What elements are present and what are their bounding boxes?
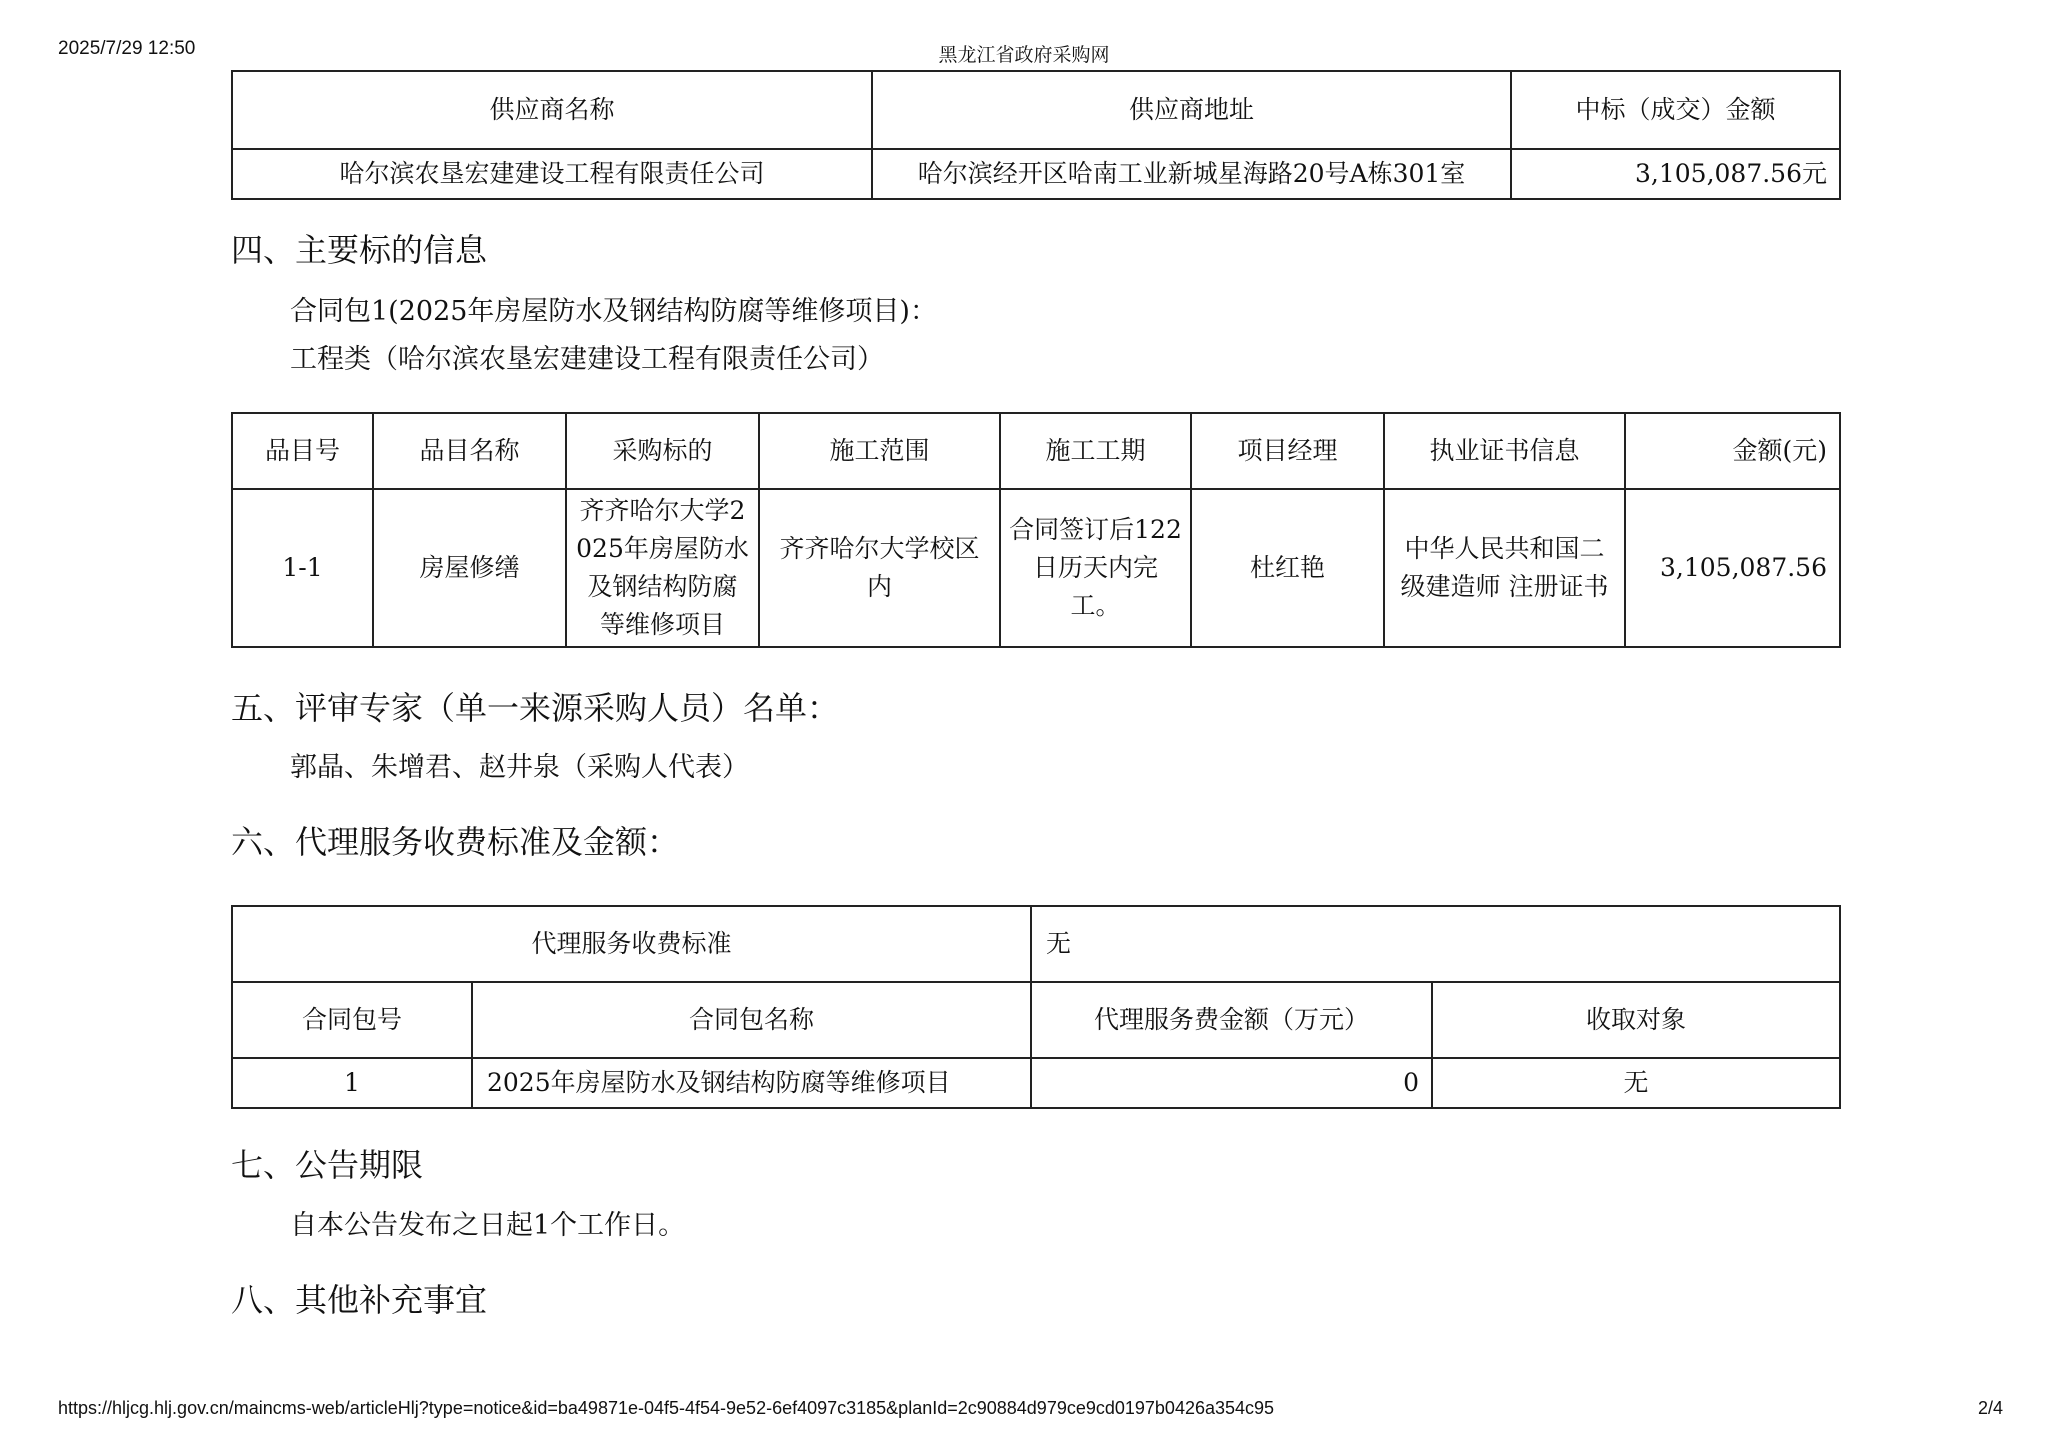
section-7-title: 七、公告期限 (231, 1146, 424, 1184)
period-header: 施工工期 (1000, 413, 1191, 489)
print-datetime: 2025/7/29 12:50 (58, 38, 196, 59)
section-8-title: 八、其他补充事宜 (231, 1281, 488, 1319)
section-4-title: 四、主要标的信息 (231, 231, 488, 269)
page-number: 2/4 (1978, 1398, 2004, 1418)
item-name-header: 品目名称 (373, 413, 566, 489)
section-5-title: 五、评审专家（单一来源采购人员）名单： (231, 689, 840, 727)
amount: 3,105,087.56 (1625, 489, 1840, 647)
period-line: 工。 (1070, 591, 1121, 620)
project-category: 工程类（哈尔滨农垦宏建建设工程有限责任公司） (290, 344, 884, 375)
item-no: 1-1 (232, 489, 373, 647)
cert (1384, 489, 1625, 647)
supplier-address: 哈尔滨经开区哈南工业新城星海路20号A栋301室 (872, 149, 1511, 199)
subject-line: 及钢结构防腐 (587, 572, 738, 601)
contract-package: 合同包1(2025年房屋防水及钢结构防腐等维修项目)： (290, 296, 937, 327)
period (1000, 489, 1191, 647)
subject (566, 489, 759, 647)
supplier-name: 哈尔滨农垦宏建建设工程有限责任公司 (232, 149, 872, 199)
award-amount: 3,105,087.56元 (1511, 149, 1840, 199)
scope-line: 内 (866, 572, 892, 601)
site-title: 黑龙江省政府采购网 (938, 45, 1110, 66)
award-amount-header: 中标（成交）金额 (1511, 71, 1840, 149)
supplier-address-header: 供应商地址 (872, 71, 1511, 149)
fee-standard-value: 无 (1031, 906, 1840, 982)
fee-payer: 无 (1432, 1058, 1840, 1108)
package-no: 1 (232, 1058, 472, 1108)
scope-line: 齐齐哈尔大学校区 (779, 534, 980, 563)
announcement-period: 自本公告发布之日起1个工作日。 (290, 1210, 686, 1241)
fee-amount-header: 代理服务费金额（万元） (1031, 982, 1432, 1058)
period-line: 合同签订后122 (1009, 515, 1182, 544)
subject-line: 等维修项目 (599, 610, 725, 639)
scope-header: 施工范围 (759, 413, 1000, 489)
supplier-table (231, 70, 1841, 200)
item-table (231, 412, 1841, 648)
period-line: 日历天内完 (1032, 553, 1158, 582)
fee-payer-header: 收取对象 (1432, 982, 1840, 1058)
expert-names: 郭晶、朱增君、赵井泉（采购人代表） (290, 752, 749, 783)
cert-line: 级建造师 注册证书 (1400, 572, 1609, 601)
package-name: 2025年房屋防水及钢结构防腐等维修项目 (472, 1058, 1031, 1108)
subject-line: 025年房屋防水 (576, 534, 749, 563)
amount-header: 金额(元) (1625, 413, 1840, 489)
subject-line: 齐齐哈尔大学2 (579, 496, 746, 525)
fee-amount: 0 (1031, 1058, 1432, 1108)
package-name-header: 合同包名称 (472, 982, 1031, 1058)
cert-line: 中华人民共和国二 (1404, 534, 1605, 563)
manager-header: 项目经理 (1191, 413, 1384, 489)
fee-standard-label: 代理服务收费标准 (232, 906, 1031, 982)
supplier-name-header: 供应商名称 (232, 71, 872, 149)
section-6-title: 六、代理服务收费标准及金额： (231, 823, 680, 861)
manager: 杜红艳 (1191, 489, 1384, 647)
subject-header: 采购标的 (566, 413, 759, 489)
item-name: 房屋修缮 (373, 489, 566, 647)
cert-header: 执业证书信息 (1384, 413, 1625, 489)
item-no-header: 品目号 (232, 413, 373, 489)
page-url: https://hljcg.hlj.gov.cn/maincms-web/articleHlj?type=notice&id=ba49871e-04f5-4f54-9e52-6ef4097c3185&planId=2c90884d979ce9cd0197b0426a354c95 (58, 1398, 1275, 1418)
scope (759, 489, 1000, 647)
fee-table (231, 905, 1841, 1109)
package-no-header: 合同包号 (232, 982, 472, 1058)
